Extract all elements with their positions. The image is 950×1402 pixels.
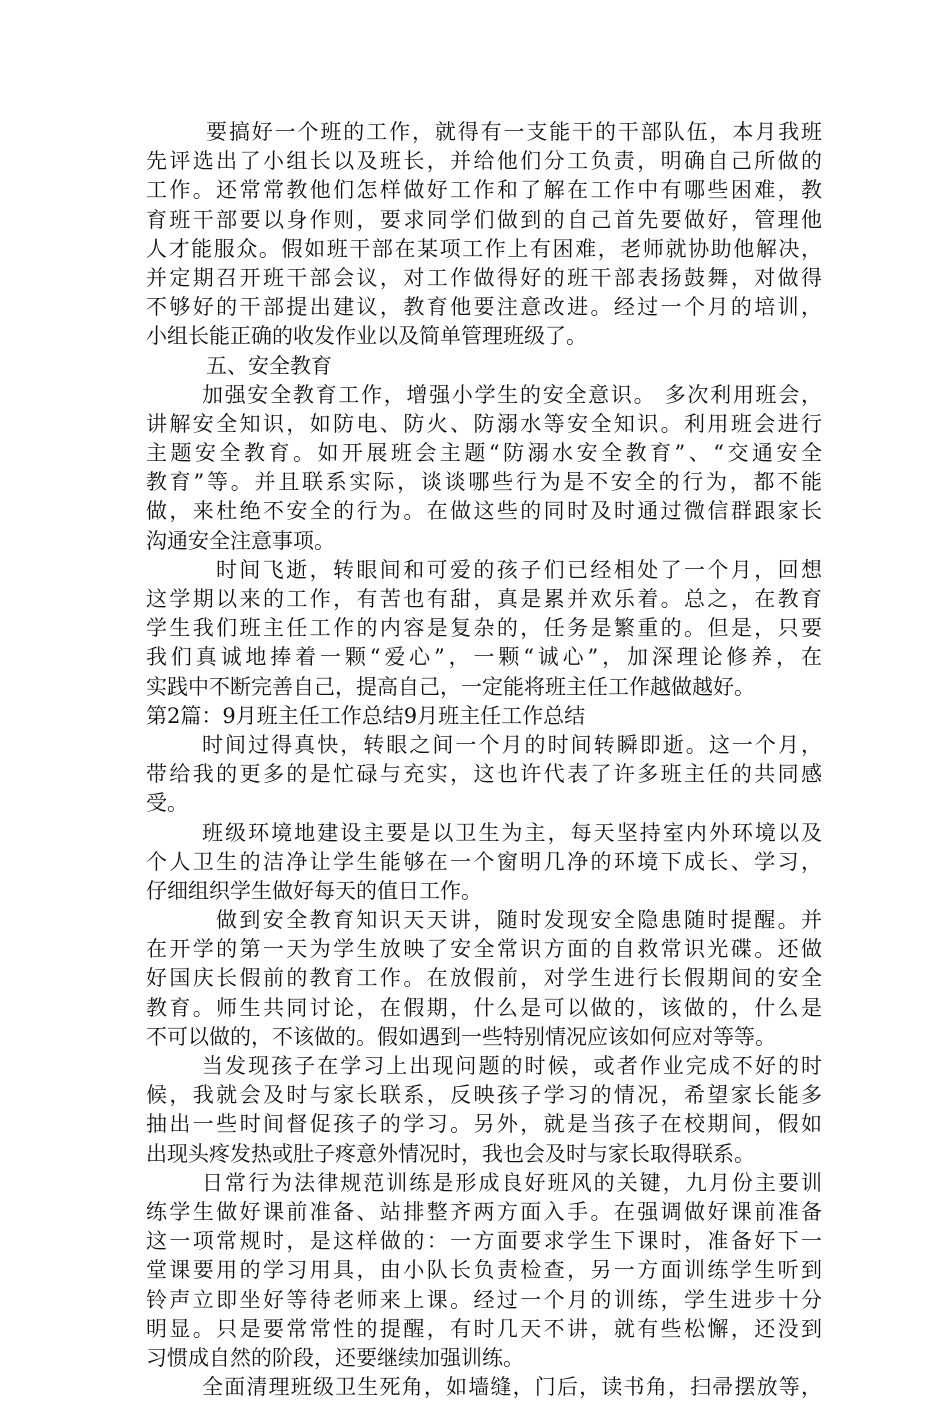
text-line: 时间飞逝，转眼间和可爱的孩子们已经相处了一个月，回想 bbox=[216, 557, 822, 582]
text-line: 好国庆长假前的教育工作。在放假前，对学生进行长假期间的安全 bbox=[146, 966, 822, 991]
text-line: 习惯成自然的阶段，还要继续加强训练。 bbox=[146, 1345, 524, 1370]
text-line: 练学生做好课前准备、站排整齐两方面入手。在强调做好课前准备 bbox=[146, 1199, 822, 1224]
text-line: 教育。师生共同讨论，在假期，什么是可以做的，该做的，什么是 bbox=[146, 995, 822, 1020]
text-line: 时间过得真快，转眼之间一个月的时间转瞬即逝。这一个月， bbox=[202, 732, 822, 757]
text-line: 铃声立即坐好等待老师来上课。经过一个月的训练，学生进步十分 bbox=[146, 1287, 822, 1312]
text-line: 堂课要用的学习用具，由小队长负责检查，另一方面训练学生听到 bbox=[146, 1258, 822, 1283]
text-line: 加强安全教育工作，增强小学生的安全意识。 多次利用班会， bbox=[202, 382, 822, 407]
text-line: 做到安全教育知识天天讲，随时发现安全隐患随时提醒。并 bbox=[216, 908, 822, 933]
text-line: 我们真诚地捧着一颗“爱心”，一颗“诚心”，加深理论修养，在 bbox=[146, 645, 822, 670]
text-line: 讲解安全知识，如防电、防火、防溺水等安全知识。利用班会进行 bbox=[146, 411, 822, 436]
text-line: 先评选出了小组长以及班长，并给他们分工负责，明确自己所做的 bbox=[146, 149, 822, 174]
text-line: 人才能服众。假如班干部在某项工作上有困难，老师就协助他解决， bbox=[146, 236, 822, 261]
article-title: 第2篇：9月班主任工作总结9月班主任工作总结 bbox=[146, 703, 586, 728]
text-line: 教育”等。并且联系实际，谈谈哪些行为是不安全的行为，都不能 bbox=[146, 470, 822, 495]
text-line: 并定期召开班干部会议，对工作做得好的班干部表扬鼓舞，对做得 bbox=[146, 265, 822, 290]
text-line: 明显。只是要常常性的提醒，有时几天不讲，就有些松懈，还没到 bbox=[146, 1316, 822, 1341]
text-line: 班级环境地建设主要是以卫生为主，每天坚持室内外环境以及 bbox=[202, 820, 822, 845]
text-line: 实践中不断完善自己，提高自己，一定能将班主任工作越做越好。 bbox=[146, 674, 755, 699]
text-line: 带给我的更多的是忙碌与充实，这也许代表了许多班主任的共同感 bbox=[146, 762, 822, 787]
text-line: 工作。还常常教他们怎样做好工作和了解在工作中有哪些困难，教 bbox=[146, 178, 822, 203]
text-line: 全面清理班级卫生死角，如墙缝，门后，读书角，扫帚摆放等， bbox=[202, 1375, 822, 1400]
text-line: 抽出一些时间督促孩子的学习。另外，就是当孩子在校期间，假如 bbox=[146, 1112, 822, 1137]
text-line: 育班干部要以身作则，要求同学们做到的自己首先要做好，管理他 bbox=[146, 207, 822, 232]
text-line: 不够好的干部提出建议，教育他要注意改进。经过一个月的培训， bbox=[146, 295, 822, 320]
text-line: 沟通安全注意事项。 bbox=[146, 528, 335, 553]
text-line: 个人卫生的洁净让学生能够在一个窗明几净的环境下成长、学习， bbox=[146, 849, 822, 874]
text-line: 这学期以来的工作，有苦也有甜，真是累并欢乐着。总之，在教育 bbox=[146, 587, 822, 611]
text-line: 这一项常规时，是这样做的：一方面要求学生下课时，准备好下一 bbox=[146, 1229, 822, 1254]
text-line: 要搞好一个班的工作，就得有一支能干的干部队伍，本月我班 bbox=[206, 120, 822, 144]
text-line: 仔细组织学生做好每天的值日工作。 bbox=[146, 878, 482, 903]
text-line: 当发现孩子在学习上出现问题的时候，或者作业完成不好的时 bbox=[202, 1054, 822, 1078]
section-heading: 五、安全教育 bbox=[206, 353, 332, 378]
text-line: 不可以做的，不该做的。假如遇到一些特别情况应该如何应对等等。 bbox=[146, 1024, 776, 1049]
text-line: 受。 bbox=[146, 791, 188, 816]
text-line: 出现头疼发热或肚子疼意外情况时，我也会及时与家长取得联系。 bbox=[146, 1141, 755, 1166]
text-line: 日常行为法律规范训练是形成良好班风的关键，九月份主要训 bbox=[202, 1170, 822, 1195]
text-line: 学生我们班主任工作的内容是复杂的，任务是繁重的。但是，只要 bbox=[146, 616, 822, 641]
document-body bbox=[146, 118, 822, 1402]
text-line: 小组长能正确的收发作业以及简单管理班级了。 bbox=[146, 324, 587, 349]
text-line: 做，来杜绝不安全的行为。在做这些的同时及时通过微信群跟家长 bbox=[146, 499, 822, 524]
text-line: 在开学的第一天为学生放映了安全常识方面的自救常识光碟。还做 bbox=[146, 937, 822, 962]
text-line: 候，我就会及时与家长联系，反映孩子学习的情况，希望家长能多 bbox=[146, 1083, 822, 1108]
text-line: 主题安全教育。如开展班会主题“防溺水安全教育”、“交通安全 bbox=[146, 441, 822, 466]
